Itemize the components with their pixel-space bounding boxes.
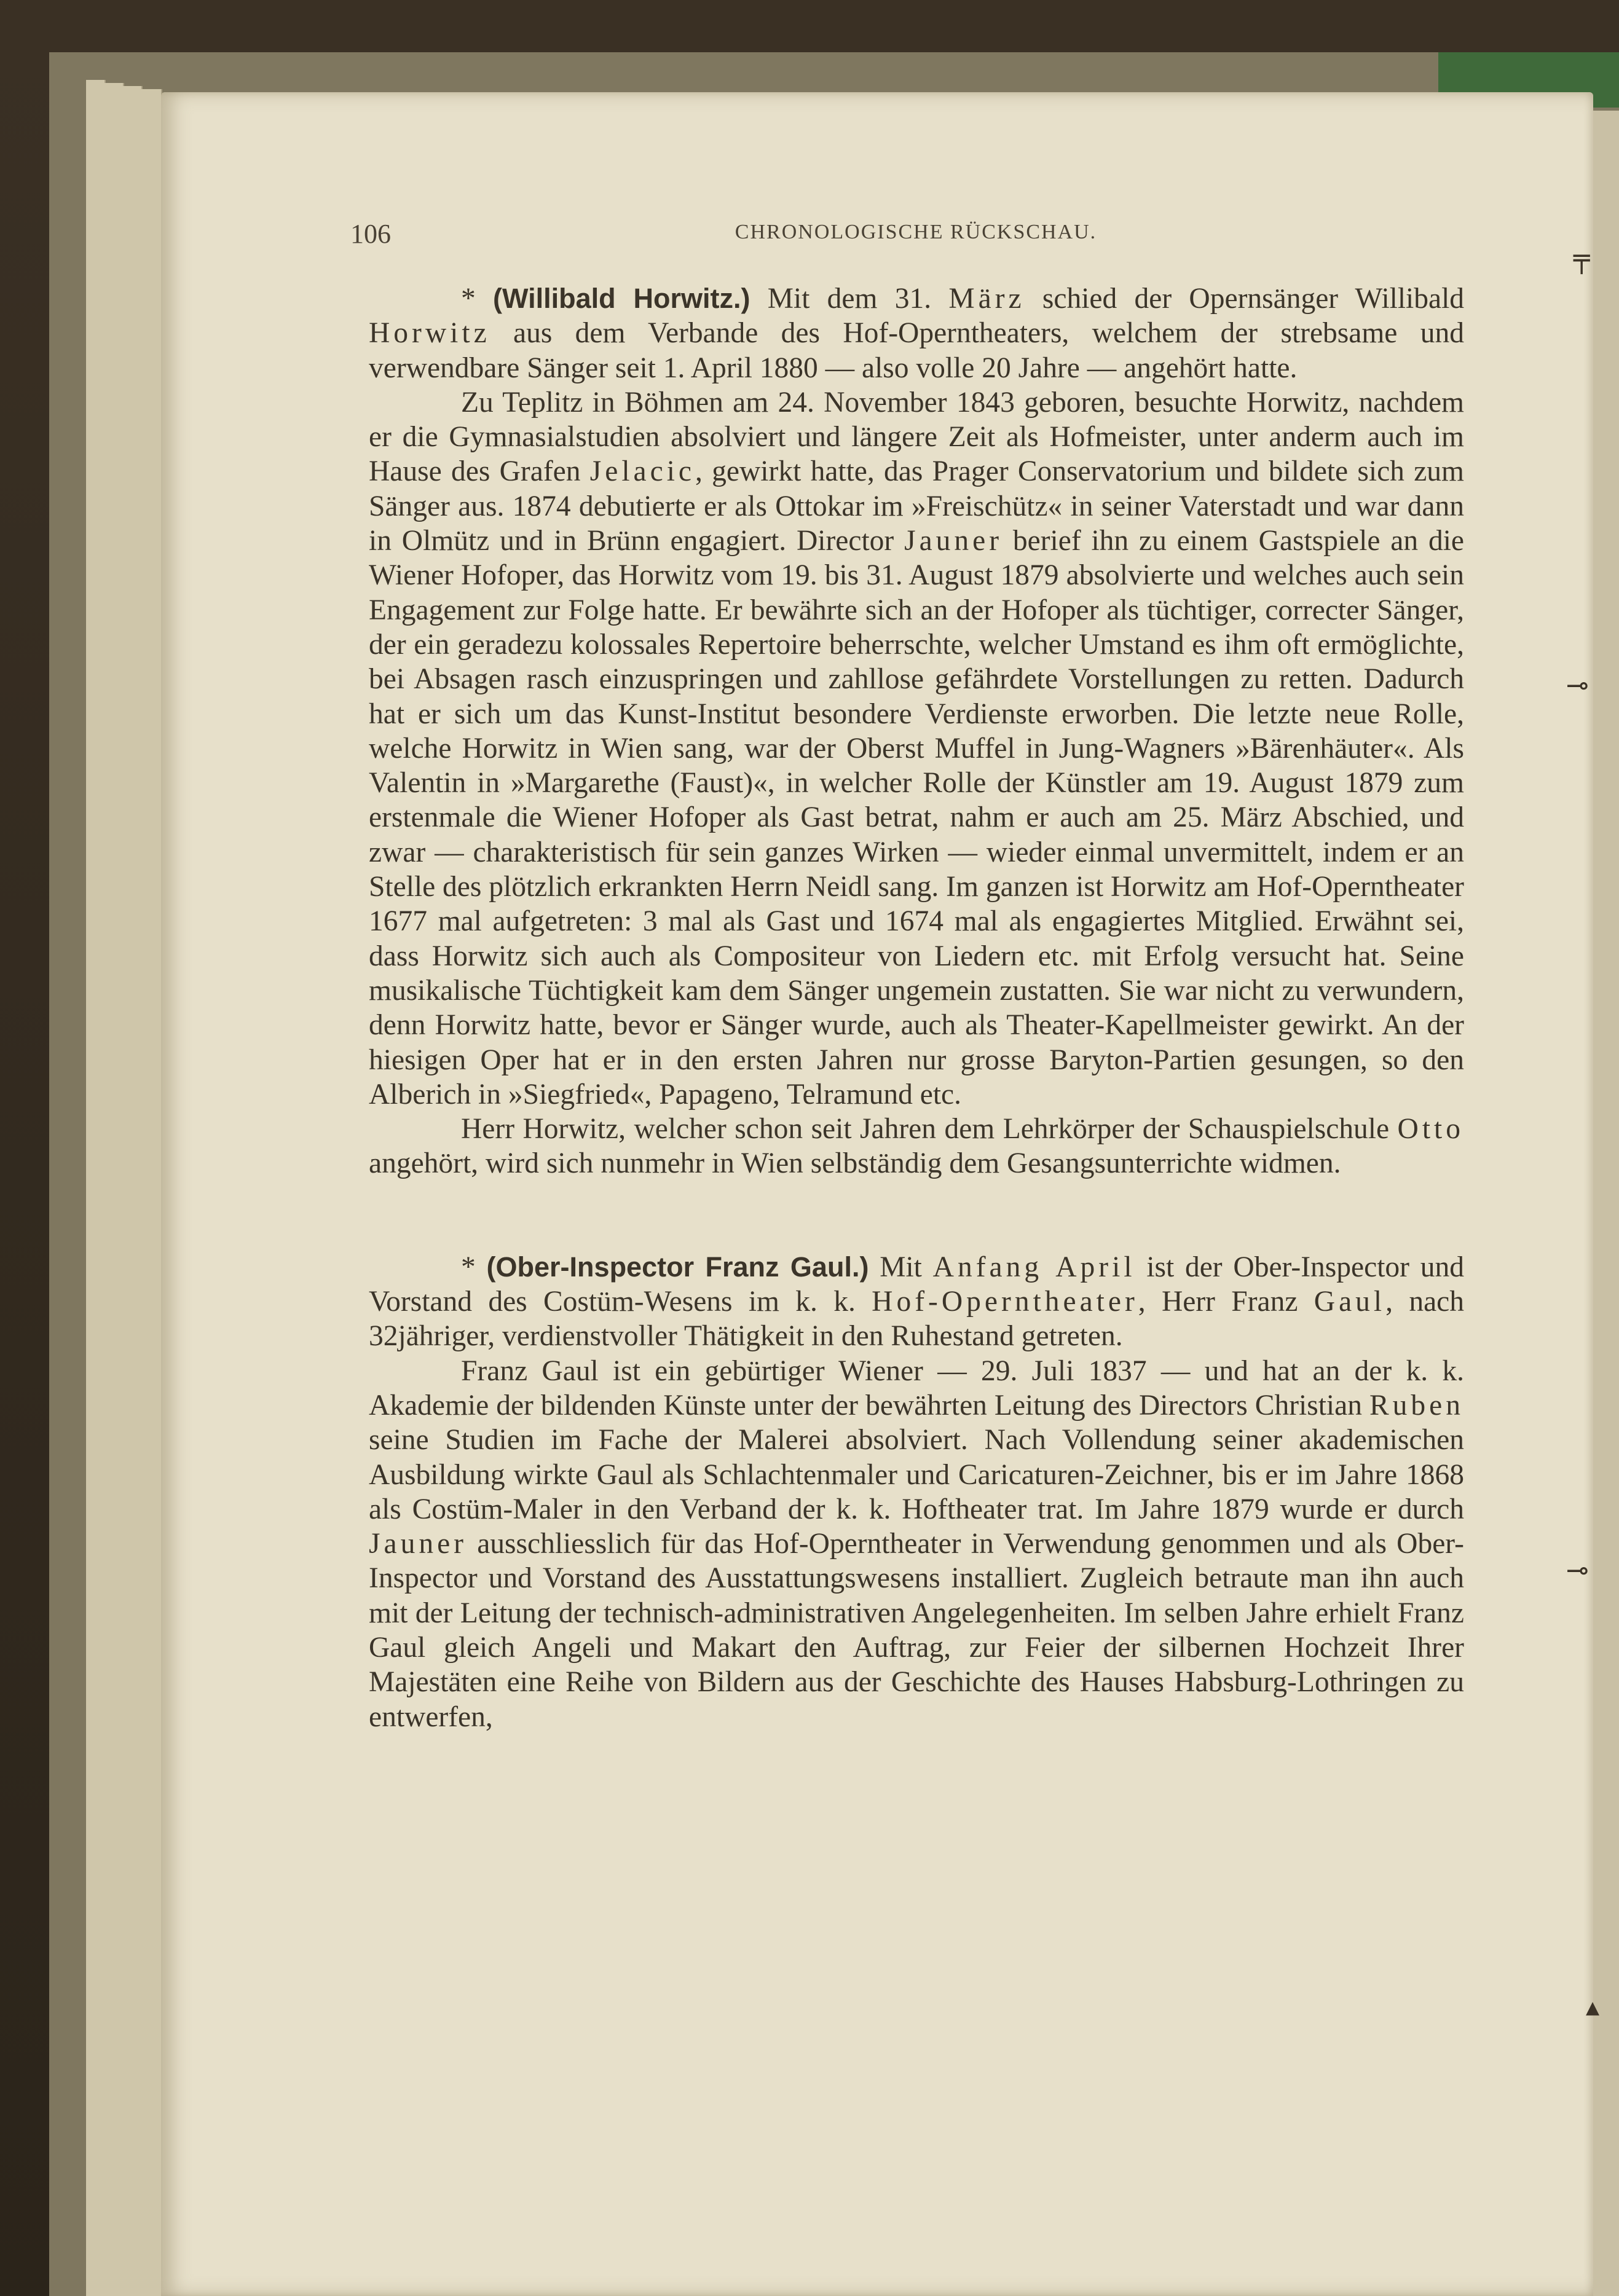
page-tab-icon: ▴ [1586, 1991, 1600, 2023]
paragraph: Herr Horwitz, welcher schon seit Jahren dem Lehrkörper der Schauspielschule Otto angehört, wird sich nunmehr in Wien selbständig dem Gesangsunterrichte widmen. [369, 1113, 1464, 1180]
page-edge [141, 89, 162, 2296]
page-edge [123, 86, 143, 2296]
section-gap [369, 1181, 1464, 1250]
page-number: 106 [350, 219, 391, 249]
paragraph: * (Ober-Inspector Franz Gaul.) Mit Anfang April ist der Ober-Inspector und Vorstand des Costüm-Wesens im k. k. Hof-Operntheater, Herr Franz Gaul, nach 32jähriger, verdienstvoller Thätigkeit in den Ruhestand getreten. [369, 1251, 1464, 1353]
page-tab-icon: ⊸ [1566, 1555, 1589, 1586]
page-tab-icon: ⊸ [1566, 670, 1589, 701]
page-edge [86, 80, 106, 2296]
paragraph: Zu Teplitz in Böhmen am 24. November 1843 geboren, besuchte Horwitz, nachdem er die Gymnasialstudien absolviert und längere Zeit als Hofmeister, unter anderm auch im Hause des Grafen Jelacic, gewirkt hatte, das Prager Conservatorium und bildete sich zum Sänger aus. 1874 debutierte er als Ottokar im »Freischütz« in seiner Vaterstadt und war dann in Olmütz und in Brünn engagiert. Director Jauner berief ihn zu einem Gastspiele an die Wiener Hofoper, das Horwitz vom 19. bis 31. August 1879 absolvierte und welches auch sein Engagement zur Folge hatte. Er bewährte sich an der Hofoper als tüchtiger, correcter Sänger, der ein geradezu kolossales Repertoire beherrschte, welcher Umstand es ihm oft ermöglichte, bei Absagen rasch einzuspringen und zahllose gefährdete Vorstellungen zu retten. Dadurch hat er sich um das Kunst-Institut besondere Verdienste erworben. Die letzte neue Rolle, welche Horwitz in Wien sang, war der Oberst Muffel in Jung-Wagners »Bärenhäuter«. Als Valentin in »Margarethe (Faust)«, in welcher Rolle der Künstler am 19. August 1879 zum erstenmale die Wiener Hofoper als Gast betrat, nahm er auch am 25. März Abschied, und zwar — charakteristisch für sein ganzes Wirken — wieder einmal unvermittelt, indem er an Stelle des plötzlich erkrankten Herrn Neidl sang. Im ganzen ist Horwitz am Hof-Operntheater 1677 mal aufgetreten: 3 mal als Gast und 1674 mal als engagiertes Mitglied. Erwähnt sei, dass Horwitz sich auch als Compositeur von Liedern etc. mit Erfolg versucht hat. Seine musikalische Tüchtigkeit kam dem Sänger ungemein zustatten. Sie war nicht zu verwundern, denn Horwitz hatte, bevor er Sänger wurde, auch als Theater-Kapellmeister gewirkt. An der hiesigen Oper hat er in den ersten Jahren nur grosse Baryton-Partien gesungen, so den Alberich in »Siegfried«, Papageno, Telramund etc. [369, 386, 1464, 1111]
running-title: CHRONOLOGISCHE RÜCKSCHAU. [735, 221, 1097, 243]
section-heading: (Willibald Horwitz.) [493, 283, 750, 314]
footnote-star: * [461, 1251, 476, 1283]
paragraph: * (Willibald Horwitz.) Mit dem 31. März schied der Opernsänger Willibald Horwitz aus dem Verbande des Hof-Operntheaters, welchem der strebsame und verwendbare Sänger seit 1. April 1880 — also volle 20 Jahre — angehört hatte. [369, 283, 1465, 384]
section-heading: (Ober-Inspector Franz Gaul.) [486, 1251, 869, 1283]
paragraph: Franz Gaul ist ein gebürtiger Wiener — 29. Juli 1837 — und hat an der k. k. Akademie der bildenden Künste unter der bewährten Leitung des Directors Christian Ruben seine Studien im Fache der Malerei absolviert. Nach Vollendung seiner akademischen Ausbildung wirkte Gaul als Schlachtenmaler und Caricaturen-Zeichner, bis er im Jahre 1868 als Costüm-Maler in den Verband der k. k. Hoftheater trat. Im Jahre 1879 wurde er durch Jauner ausschliesslich für das Hof-Operntheater in Verwendung genommen und als Ober-Inspector und Vorstand des Ausstattungswesens installiert. Zugleich betraute man ihn auch mit der Leitung der technisch-administrativen Angelegenheiten. Im selben Jahre erhielt Franz Gaul gleich Angeli und Makart den Auftrag, zur Feier der silbernen Hochzeit Ihrer Majestäten eine Reihe von Bildern aus der Geschichte des Hauses Habsburg-Lothringen zu entwerfen, [369, 1354, 1464, 1733]
footnote-star: * [461, 283, 476, 315]
page-header [350, 218, 1481, 255]
page-tab-icon: ╤ [1574, 243, 1590, 274]
body-text [369, 281, 1464, 1734]
page-edge [104, 83, 124, 2296]
